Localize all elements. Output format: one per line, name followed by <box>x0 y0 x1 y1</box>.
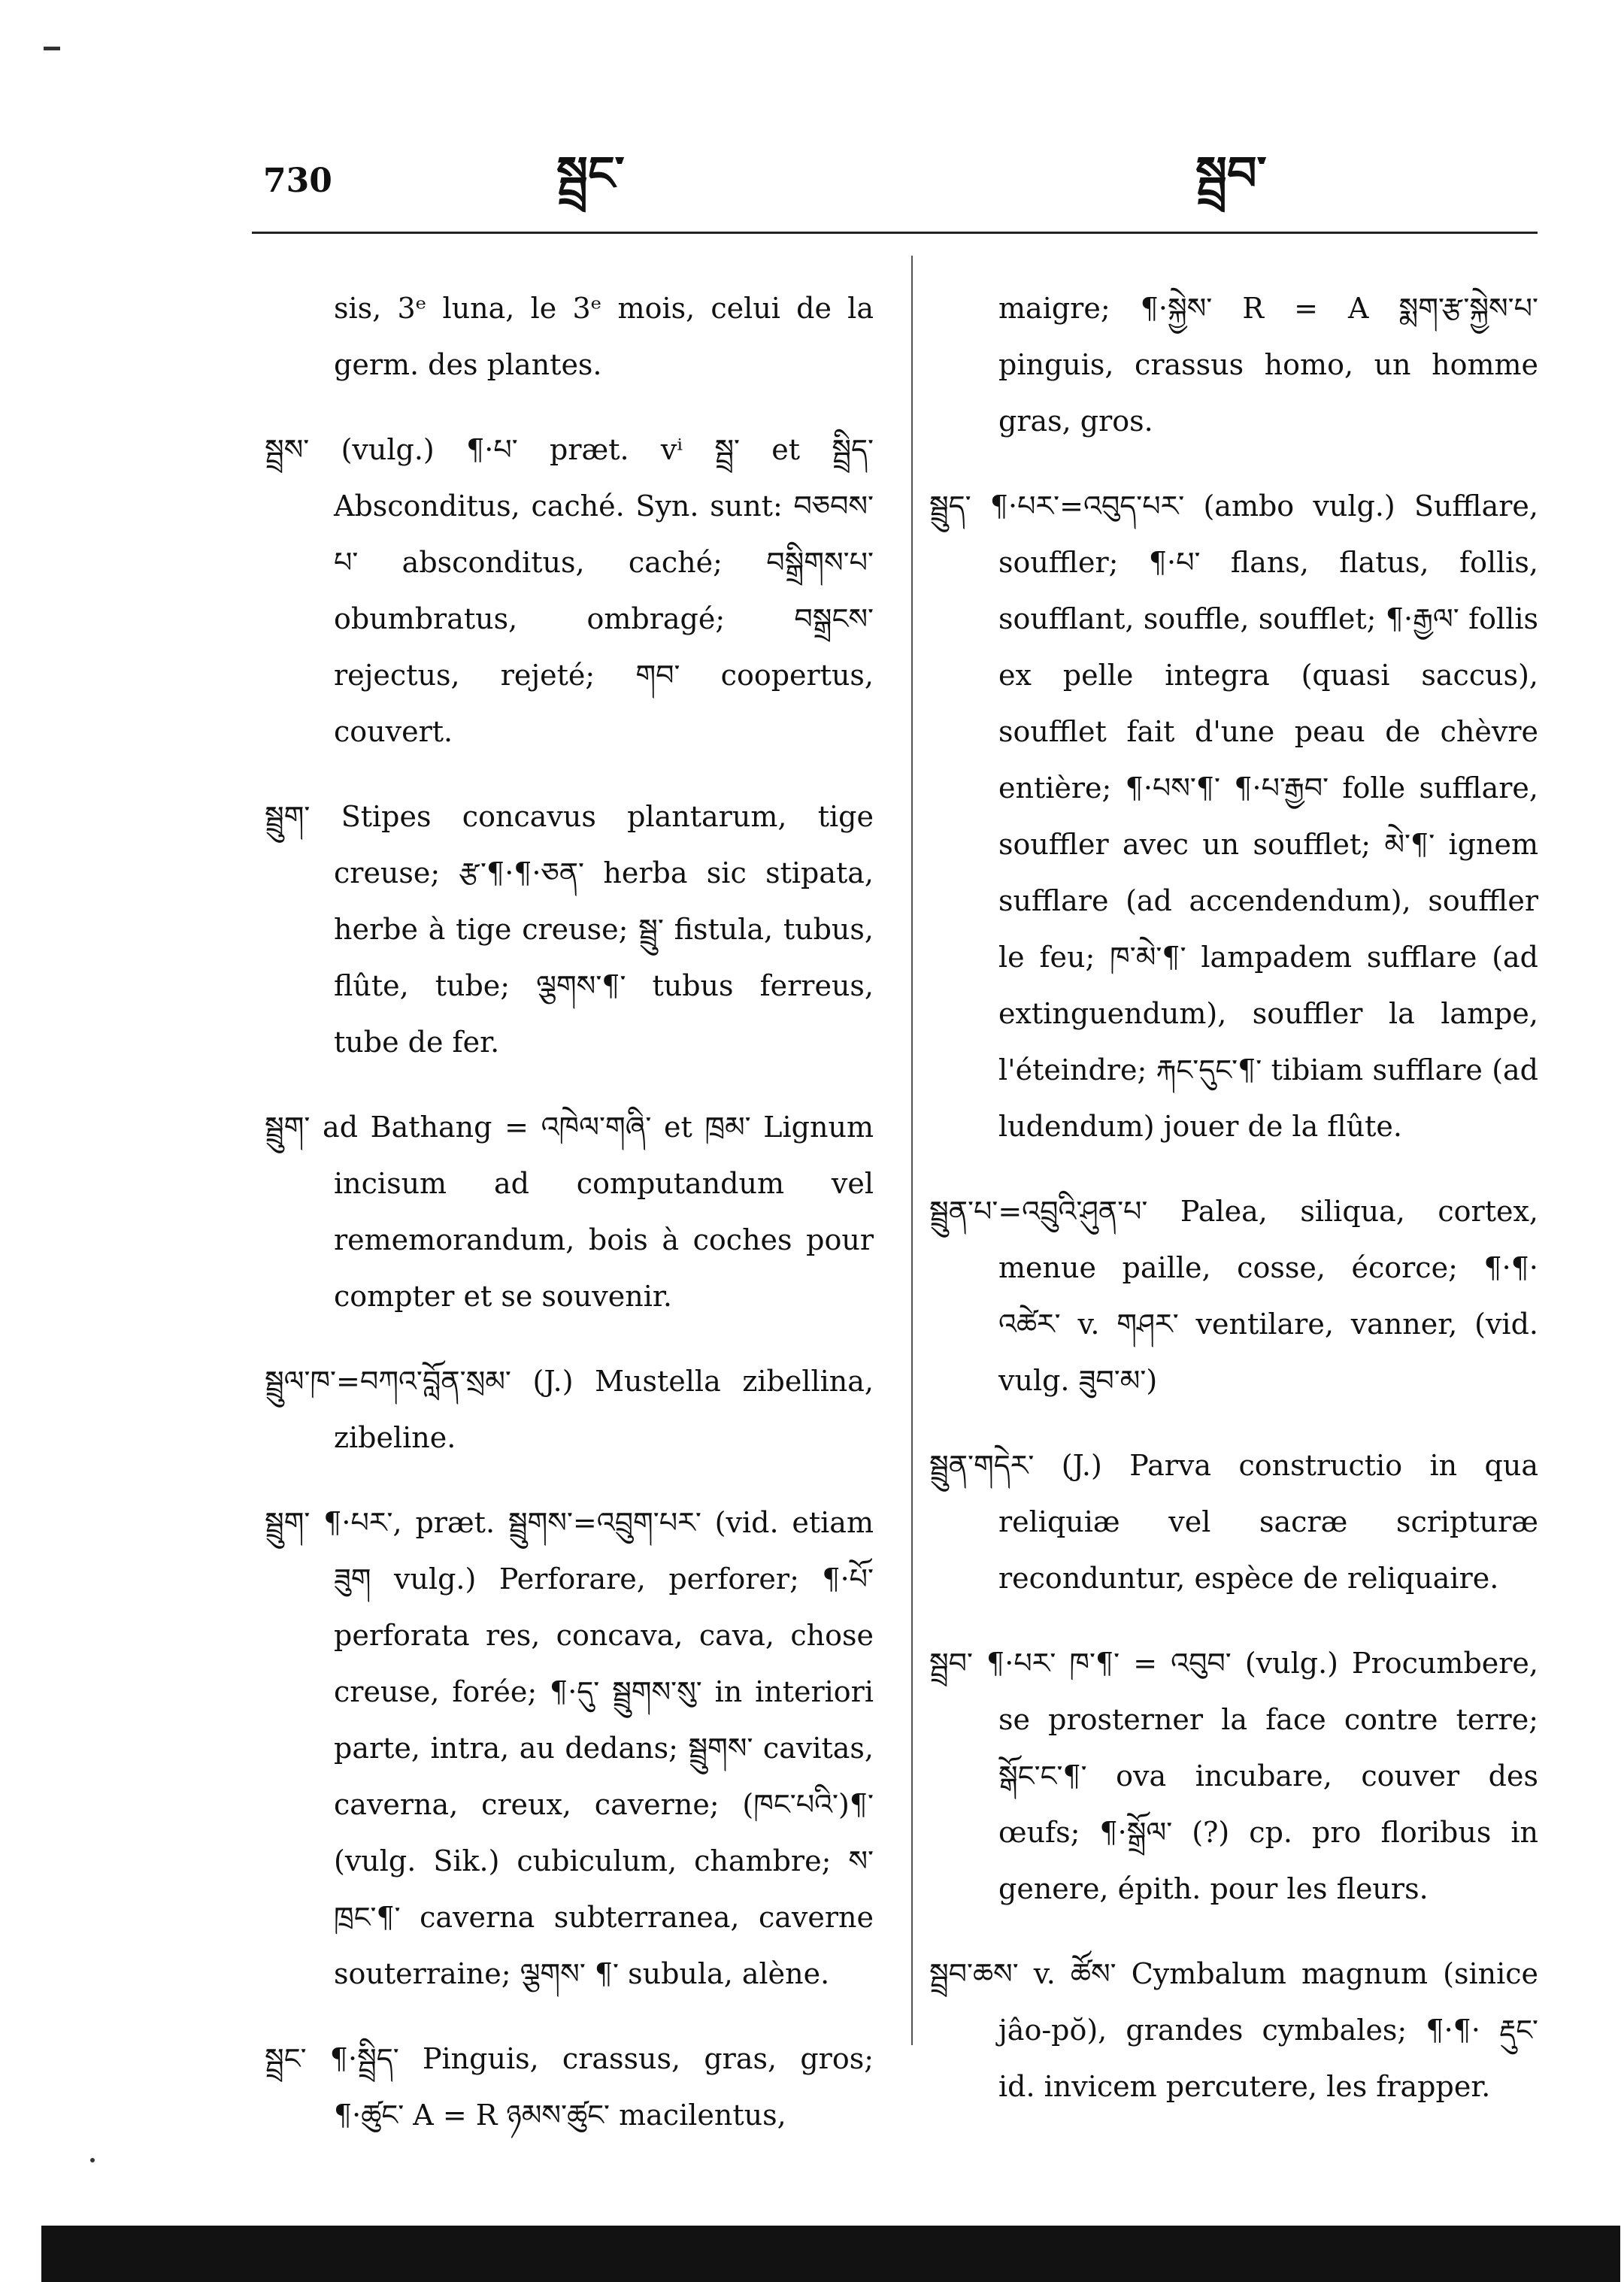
dictionary-entry: སྦྲུག་ ¶·པར་, præt. སྦྲུགས་=འབྲུག་པར་ (vid. etiam ཟུག vulg.) Perforare, perforer; ¶·པོ་ perforata res, concava, cava, chose creuse, forée; ¶·དུ་ སྦྲུགས་སུ་ in interiori parte, intra, au dedans; སྦྲུགས་ cavitas, caverna, creux, caverne; (ཁང་པའི་)¶་ (vulg. Sik.) cubiculum, chambre; ས་ཁྲང་¶་ caverna subterranea, caverne souterraine; ལྕགས་ ¶་ subula, alène. <box>265 1506 874 1990</box>
dictionary-entry: སྦྲས་ (vulg.) ¶·པ་ præt. vⁱ སྦྲ་ et སྦྲིད་ Absconditus, caché. Syn. sunt: བཅབས་པ་ absconditus, caché; བསྒྲིགས་པ་ obumbratus, ombragé; བསྒྲངས་ rejectus, rejeté; གབ་ coopertus, couvert. <box>265 433 874 748</box>
dictionary-entry: sis, 3ᵉ luna, le 3ᵉ mois, celui de la germ. des plantes. <box>334 292 874 381</box>
dictionary-entry: སྦྲང་ ¶·སྦྲིད་ Pinguis, crassus, gras, gros; ¶·ཚུང་ A = R ཉམས་ཚུང་ macilentus, <box>265 2042 874 2132</box>
left-column <box>265 252 874 2148</box>
running-head-left: སྦྲང་ <box>556 146 625 201</box>
right-column <box>929 252 1538 2120</box>
header-rule <box>252 232 1538 234</box>
page-number: 730 <box>263 162 332 200</box>
column-divider <box>911 256 913 2045</box>
dictionary-entry: སྦྲུད་ ¶·པར་=འབུད་པར་ (ambo vulg.) Sufflare, souffler; ¶·པ་ flans, flatus, follis, soufflant, souffle, soufflet; ¶·རྒྱལ་ follis ex pelle integra (quasi saccus), soufflet fait d'une peau de chèvre entière; ¶·པས་¶་ ¶·པ་རྒྱབ་ folle sufflare, souffler avec un soufflet; མེ་¶་ ignem sufflare (ad accendendum), souffler le feu; ཁ་མེ་¶་ lampadem sufflare (ad extinguendum), souffler la lampe, l'éteindre; རྐང་དུང་¶་ tibiam sufflare (ad ludendum) jouer de la flûte. <box>929 489 1538 1143</box>
scan-edge-bar <box>41 2226 1620 2282</box>
dictionary-entry: སྦྲུག་ ad Bathang = འཁེལ་གཞི་ et ཁྲམ་ Lignum incisum ad computandum vel rememorandum, bois à coches pour compter et se souvenir. <box>265 1111 874 1313</box>
dictionary-entry: maigre; ¶·སྐྱེས་ R = A སྨག་རྩ་སྐྱེས་པ་ pinguis, crassus homo, un homme gras, gros. <box>998 292 1538 438</box>
dictionary-entry: སྦྲུག་ Stipes concavus plantarum, tige creuse; རྩ་¶·¶·ཅན་ herba sic stipata, herbe à tige creuse; སྦྲུ་ fistula, tubus, flûte, tube; ལྕགས་¶་ tubus ferreus, tube de fer. <box>265 800 874 1059</box>
dictionary-entry: སྦྲབ་ ¶·པར་ ཁ་¶་ = འབུབ་ (vulg.) Procumbere, se prosterner la face contre terre; སྒོང་ང་¶་ ova incubare, couver des œufs; ¶·སྒྲོལ་ (?) cp. pro floribus in genere, épith. pour les fleurs. <box>929 1647 1538 1905</box>
dictionary-entry: སྦྲུལ་ཁ་=བཀའ་བློན་སྲམ་ (J.) Mustella zibellina, zibeline. <box>265 1365 874 1454</box>
dictionary-entry: སྦྲབ་ཆས་ v. ཚོས་ Cymbalum magnum (sinice jâo-pŏ), grandes cymbales; ¶·¶· རྡུང་ id. invicem percutere, les frapper. <box>929 1957 1538 2103</box>
running-head-right: སྦྲབ་ <box>1195 146 1267 201</box>
dictionary-entry: སྦྲུན་གདེར་ (J.) Parva constructio in qua reliquiæ vel sacræ scripturæ reconduntur, espèce de reliquaire. <box>929 1449 1538 1595</box>
corner-mark <box>44 47 60 50</box>
dictionary-entry: སྦྲུན་པ་=འབྲུའི་ཤུན་པ་ Palea, siliqua, cortex, menue paille, cosse, écorce; ¶·¶· འཚེར་ v. གཤར་ ventilare, vanner, (vid. vulg. ཟུབ་མ་) <box>929 1195 1538 1397</box>
dot-mark <box>90 2158 95 2162</box>
